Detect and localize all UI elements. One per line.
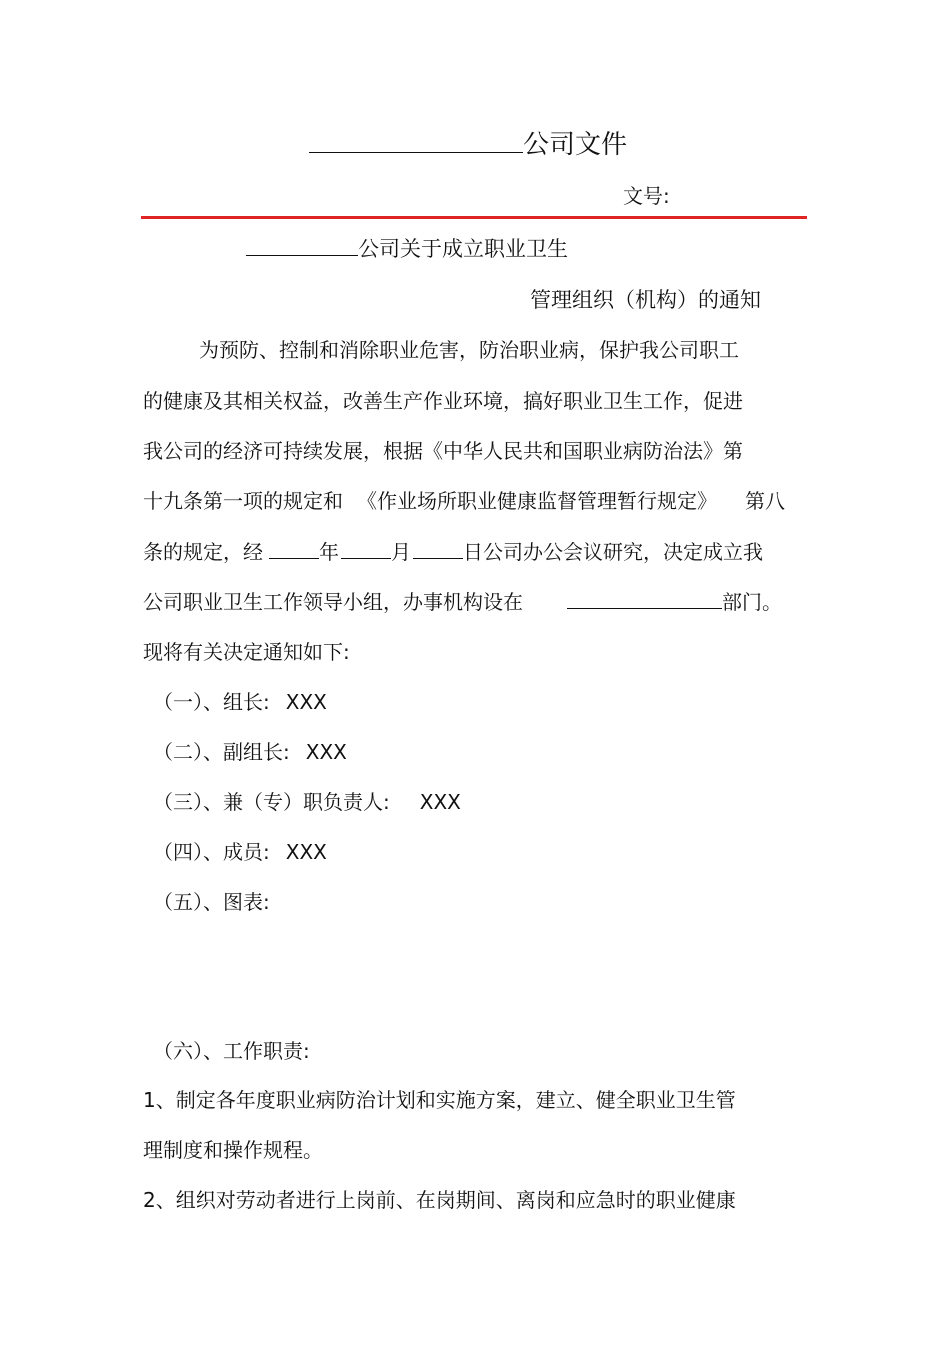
item-value: XXX (305, 740, 347, 764)
notice-title-line1-text: 公司关于成立职业卫生 (358, 237, 568, 261)
duty-1-line-2: 理制度和操作规程。 (143, 1138, 323, 1162)
item-label: （五）、图表: (153, 890, 270, 914)
item-deputy-leader (153, 736, 347, 765)
year-label: 年 (319, 540, 339, 564)
month-label: 月 (391, 540, 411, 564)
duty-2-line-1: 2、组织对劳动者进行上岗前、在岗期间、离岗和应急时的职业健康 (143, 1188, 736, 1212)
document-title (309, 124, 627, 161)
department-blank (567, 608, 722, 609)
item-label: （一）、组长: (153, 690, 270, 714)
body-line-6-part-a: 公司职业卫生工作领导小组，办事机构设在 (143, 590, 523, 614)
item-value: XXX (419, 790, 461, 814)
body-line-5-part-a: 条的规定，经 (143, 540, 263, 564)
red-header-rule (141, 216, 807, 219)
body-line-2: 的健康及其相关权益，改善生产作业环境，搞好职业卫生工作，促进 (143, 389, 743, 413)
notice-title-line1 (246, 233, 568, 263)
company-name-blank-2 (246, 255, 358, 256)
company-name-blank (309, 152, 523, 153)
body-line-7: 现将有关决定通知如下: (143, 640, 350, 664)
notice-title-line2: 管理组织（机构）的通知 (530, 288, 761, 312)
item-label: （三）、兼（专）职负责人: (153, 790, 390, 814)
day-blank (413, 558, 463, 559)
year-blank (269, 558, 319, 559)
item-value: XXX (285, 840, 327, 864)
body-line-3: 我公司的经济可持续发展，根据《中华人民共和国职业病防治法》第 (143, 439, 743, 463)
item-members (153, 836, 327, 865)
item-responsible-person (153, 786, 461, 815)
item-label: （六）、工作职责: (153, 1039, 310, 1063)
body-line-4-part-b: 《作业场所职业健康监督管理暂行规定》 (357, 489, 717, 513)
item-value: XXX (285, 690, 327, 714)
body-line-5 (143, 536, 763, 565)
body-line-4-part-a: 十九条第一项的规定和 (143, 489, 343, 513)
body-line-5-part-d: 日公司办公会议研究，决定成立我 (463, 540, 763, 564)
month-blank (341, 558, 391, 559)
document-number-label: 文号: (623, 184, 670, 208)
body-line-4 (143, 485, 785, 514)
item-duties (153, 1035, 310, 1064)
item-charts (153, 886, 270, 915)
body-line-6 (143, 586, 782, 615)
item-label: （二）、副组长: (153, 740, 290, 764)
item-leader (153, 686, 327, 715)
document-title-suffix: 公司文件 (523, 130, 628, 160)
body-line-6-part-b: 部门。 (722, 590, 782, 614)
body-line-1: 为预防、控制和消除职业危害，防治职业病，保护我公司职工 (199, 338, 739, 362)
body-line-4-part-c: 第八 (745, 489, 785, 513)
item-label: （四）、成员: (153, 840, 270, 864)
duty-1-line-1: 1、制定各年度职业病防治计划和实施方案，建立、健全职业卫生管 (143, 1088, 736, 1112)
